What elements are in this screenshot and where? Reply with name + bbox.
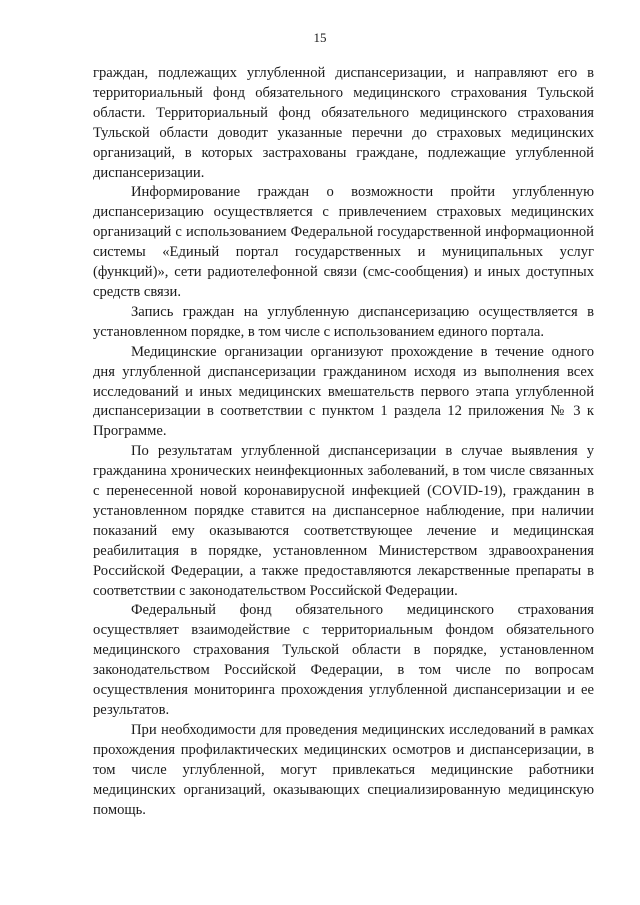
paragraph-federal-fund: Федеральный фонд обязательного медицинского страхования осуществляет взаимодействие с территориальным фондом обязательного медицинского страхования Тульской области в порядке, установленном законодательством Российской Федерации, в том числе по вопросам осуществления мониторинга прохождения углубленной диспансеризации и ее результатов. <box>93 602 594 718</box>
paragraph-continuation: граждан, подлежащих углубленной диспансеризации, и направляют его в территориальный фонд обязательного медицинского страхования Тульской области. Территориальный фонд обязательного медицинского страхования Тульской области доводит указанные перечни до страховых медицинских организаций, в которых застрахованы граждане, подлежащие углубленной диспансеризации. <box>93 65 594 181</box>
document-body <box>93 64 594 820</box>
page-number: 15 <box>313 30 327 45</box>
paragraph-specialists: При необходимости для проведения медицинских исследований в рамках прохождения профилактических медицинских осмотров и диспансеризации, в том числе углубленной, могут привлекаться медицинские работники медицинских организаций, оказывающих специализированную медицинскую помощь. <box>93 721 594 818</box>
paragraph-registration: Запись граждан на углубленную диспансеризацию осуществляется в установленном порядке, в том числе с использованием единого портала. <box>93 303 594 340</box>
paragraph-informing: Информирование граждан о возможности пройти углубленную диспансеризацию осуществляется с привлечением страховых медицинских организаций с использованием Федеральной государственной информационной системы «Единый портал государственных и муниципальных услуг (функций)», сети радиотелефонной связи (смс-сообщения) и иных доступных средств связи. <box>93 184 594 300</box>
paragraph-results: По результатам углубленной диспансеризации в случае выявления у гражданина хронических неинфекционных заболеваний, в том числе связанных с перенесенной новой коронавирусной инфекцией (COVID-19), гражданин в установленном порядке ставится на диспансерное наблюдение, при наличии показаний ему оказываются соответствующее лечение и медицинская реабилитация в порядке, установленном Министерством здравоохранения Российской Федерации, а также предоставляются лекарственные препараты в соответствии с законодательством Российской Федерации. <box>93 443 594 599</box>
paragraph-organization: Медицинские организации организуют прохождение в течение одного дня углубленной диспансеризации гражданином исходя из выполнения всех исследований и иных медицинских вмешательств первого этапа углубленной диспансеризации в соответствии с пунктом 1 раздела 12 приложения № 3 к Программе. <box>93 343 594 440</box>
